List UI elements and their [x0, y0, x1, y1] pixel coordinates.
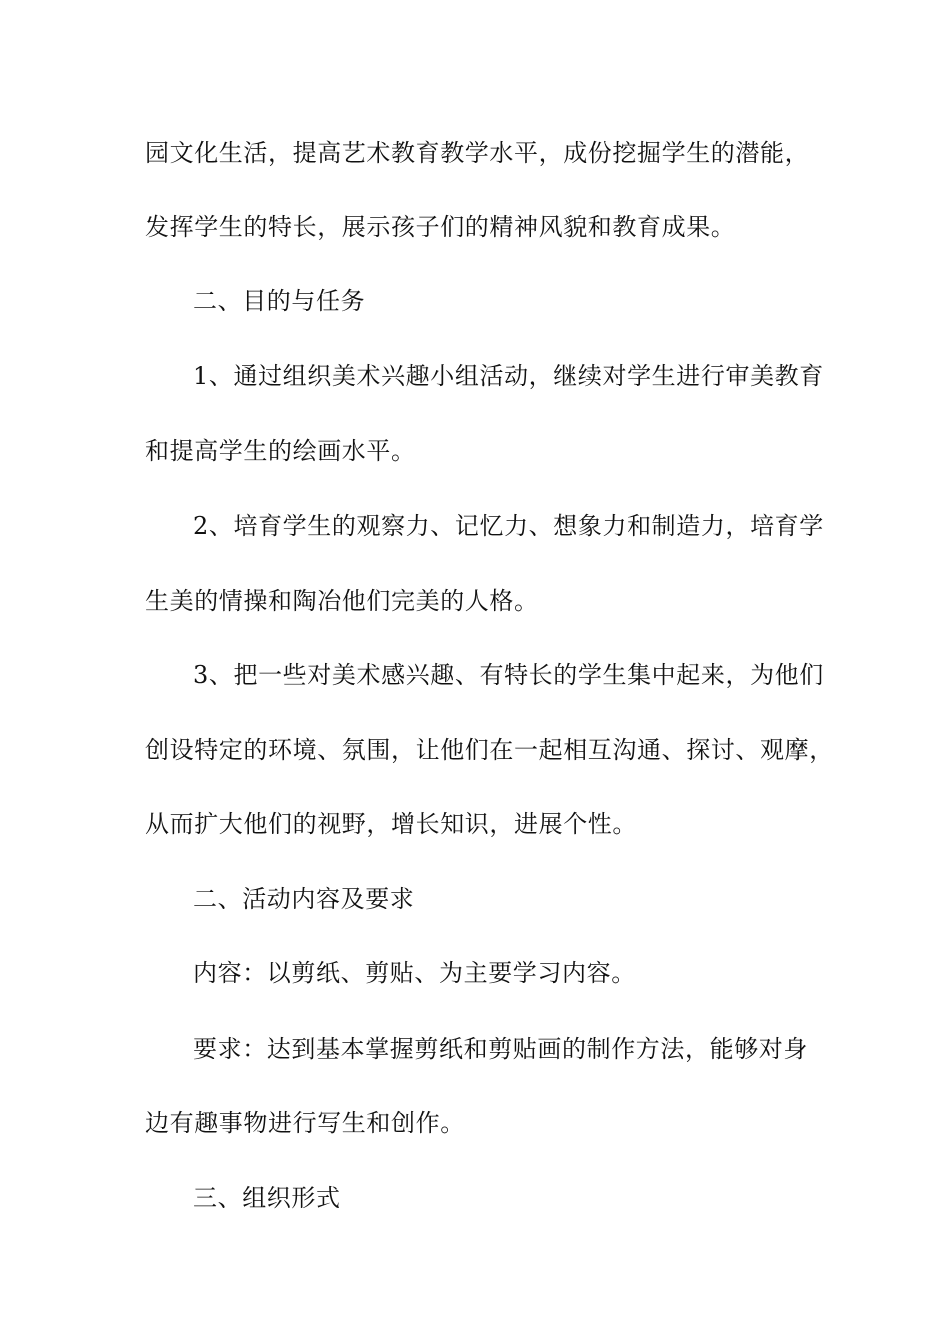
paragraph-line: 边有趣事物进行写生和创作。: [145, 1109, 465, 1137]
paragraph-line: 发挥学生的特长，展示孩子们的精神风貌和教育成果。: [145, 213, 736, 241]
paragraph-line: 要求：达到基本掌握剪纸和剪贴画的制作方法，能够对身: [193, 1035, 808, 1063]
paragraph-line: 园文化生活，提高艺术教育教学水平，成份挖掘学生的潜能，: [145, 139, 810, 167]
section-heading: 二、目的与任务: [193, 287, 366, 315]
section-heading: 三、组织形式: [193, 1184, 341, 1212]
section-heading: 二、活动内容及要求: [193, 885, 415, 913]
paragraph-line: 和提高学生的绘画水平。: [145, 437, 416, 465]
paragraph-line: 生美的情操和陶冶他们完美的人格。: [145, 587, 539, 615]
paragraph-line: 创设特定的环境、氛围，让他们在一起相互沟通、探讨、观摩，: [145, 736, 834, 764]
paragraph-line: 1、通过组织美术兴趣小组活动，继续对学生进行审美教育: [193, 362, 824, 390]
paragraph-line: 3、把一些对美术感兴趣、有特长的学生集中起来，为他们: [193, 661, 824, 689]
paragraph-line: 2、培育学生的观察力、记忆力、想象力和制造力，培育学: [193, 512, 824, 540]
paragraph-line: 内容：以剪纸、剪贴、为主要学习内容。: [193, 959, 636, 987]
paragraph-line: 从而扩大他们的视野，增长知识，进展个性。: [145, 810, 637, 838]
